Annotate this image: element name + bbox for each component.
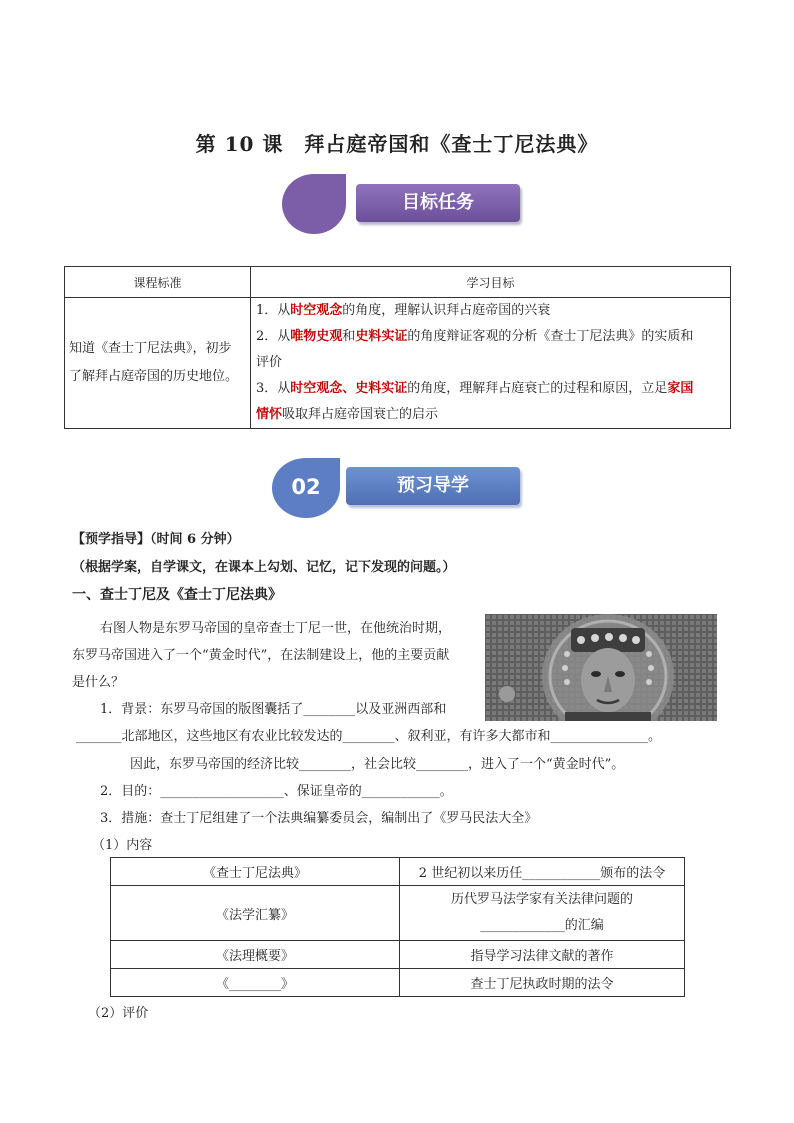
goal-3-cont: 情怀吸取拜占庭帝国衰亡的启示 — [256, 407, 439, 422]
content-desc-3: 指导学习法律文献的著作 — [400, 941, 685, 969]
content-name-1: 《查士丁尼法典》 — [111, 858, 400, 886]
guide-instruction: （根据学案，自学课文，在课本上勾划、记忆，记下发现的问题。） — [72, 560, 456, 575]
content-desc-4: 查士丁尼执政时期的法令 — [400, 969, 685, 997]
content-name-2: 《法学汇纂》 — [111, 886, 400, 941]
guide-heading: 【预学指导】（时间 6 分钟） — [72, 532, 240, 547]
goal-2: 2．从唯物史观和史料实证的角度辩证客观的分析《查士丁尼法典》的实质和 — [256, 329, 694, 344]
header-goals: 学习目标 — [251, 267, 731, 298]
standard-cell — [65, 298, 251, 429]
goals-cell — [251, 298, 731, 429]
standard-line-1: 知道《查士丁尼法典》，初步 — [69, 341, 232, 356]
content-name-4: 《________》 — [111, 969, 400, 997]
page-title: 第 10 课 拜占庭帝国和《查士丁尼法典》 — [195, 132, 599, 156]
banner-target-tasks: 目标任务 — [356, 184, 520, 222]
purpose-line: 2．目的：___________________、保证皇帝的____________。 — [100, 784, 453, 799]
banner-number-02: 02 — [272, 458, 340, 518]
content-desc-2: 历代罗马法学家有关法律问题的 _____________的汇编 — [400, 886, 685, 941]
content-label: （1）内容 — [92, 838, 153, 853]
banner-preview-study: 预习导学 — [346, 467, 520, 505]
intro-line-1: 右图人物是东罗马帝国的皇帝查士丁尼一世，在他统治时期， — [100, 621, 452, 636]
banner-circle-icon — [282, 174, 346, 234]
goals-table — [64, 266, 731, 429]
measure-line: 3．措施：查士丁尼组建了一个法典编纂委员会，编制出了《罗马民法大全》 — [100, 811, 538, 826]
content-table — [110, 857, 685, 997]
goal-3: 3．从时空观念、史料实证的角度，理解拜占庭衰亡的过程和原因，立足家国 — [256, 381, 694, 396]
evaluation-label: （2）评价 — [88, 1006, 149, 1021]
standard-line-2: 了解拜占庭帝国的历史地位。 — [69, 369, 239, 384]
background-line-3: 因此，东罗马帝国的经济比较________，社会比较________，进入了一个“黄金时代”。 — [130, 757, 625, 772]
intro-line-3: 是什么？ — [72, 675, 125, 690]
goal-1: 1．从时空观念的角度，理解认识拜占庭帝国的兴衰 — [256, 303, 551, 318]
background-line-1: 1．背景：东罗马帝国的版图囊括了________以及亚洲西部和 — [100, 702, 447, 717]
header-standard: 课程标准 — [65, 267, 251, 298]
intro-line-2: 东罗马帝国进入了一个“黄金时代”，在法制建设上，他的主要贡献 — [72, 648, 450, 663]
section-heading: 一、查士丁尼及《查士丁尼法典》 — [72, 587, 282, 603]
background-line-2: _______北部地区，这些地区有农业比较发达的________、叙利亚，有许多大都市和_______________。 — [76, 729, 662, 744]
content-desc-1: 2 世纪初以来历任____________颁布的法令 — [400, 858, 685, 886]
content-name-3: 《法理概要》 — [111, 941, 400, 969]
goal-2-cont: 评价 — [256, 355, 283, 370]
justinian-mosaic-image — [485, 614, 717, 721]
